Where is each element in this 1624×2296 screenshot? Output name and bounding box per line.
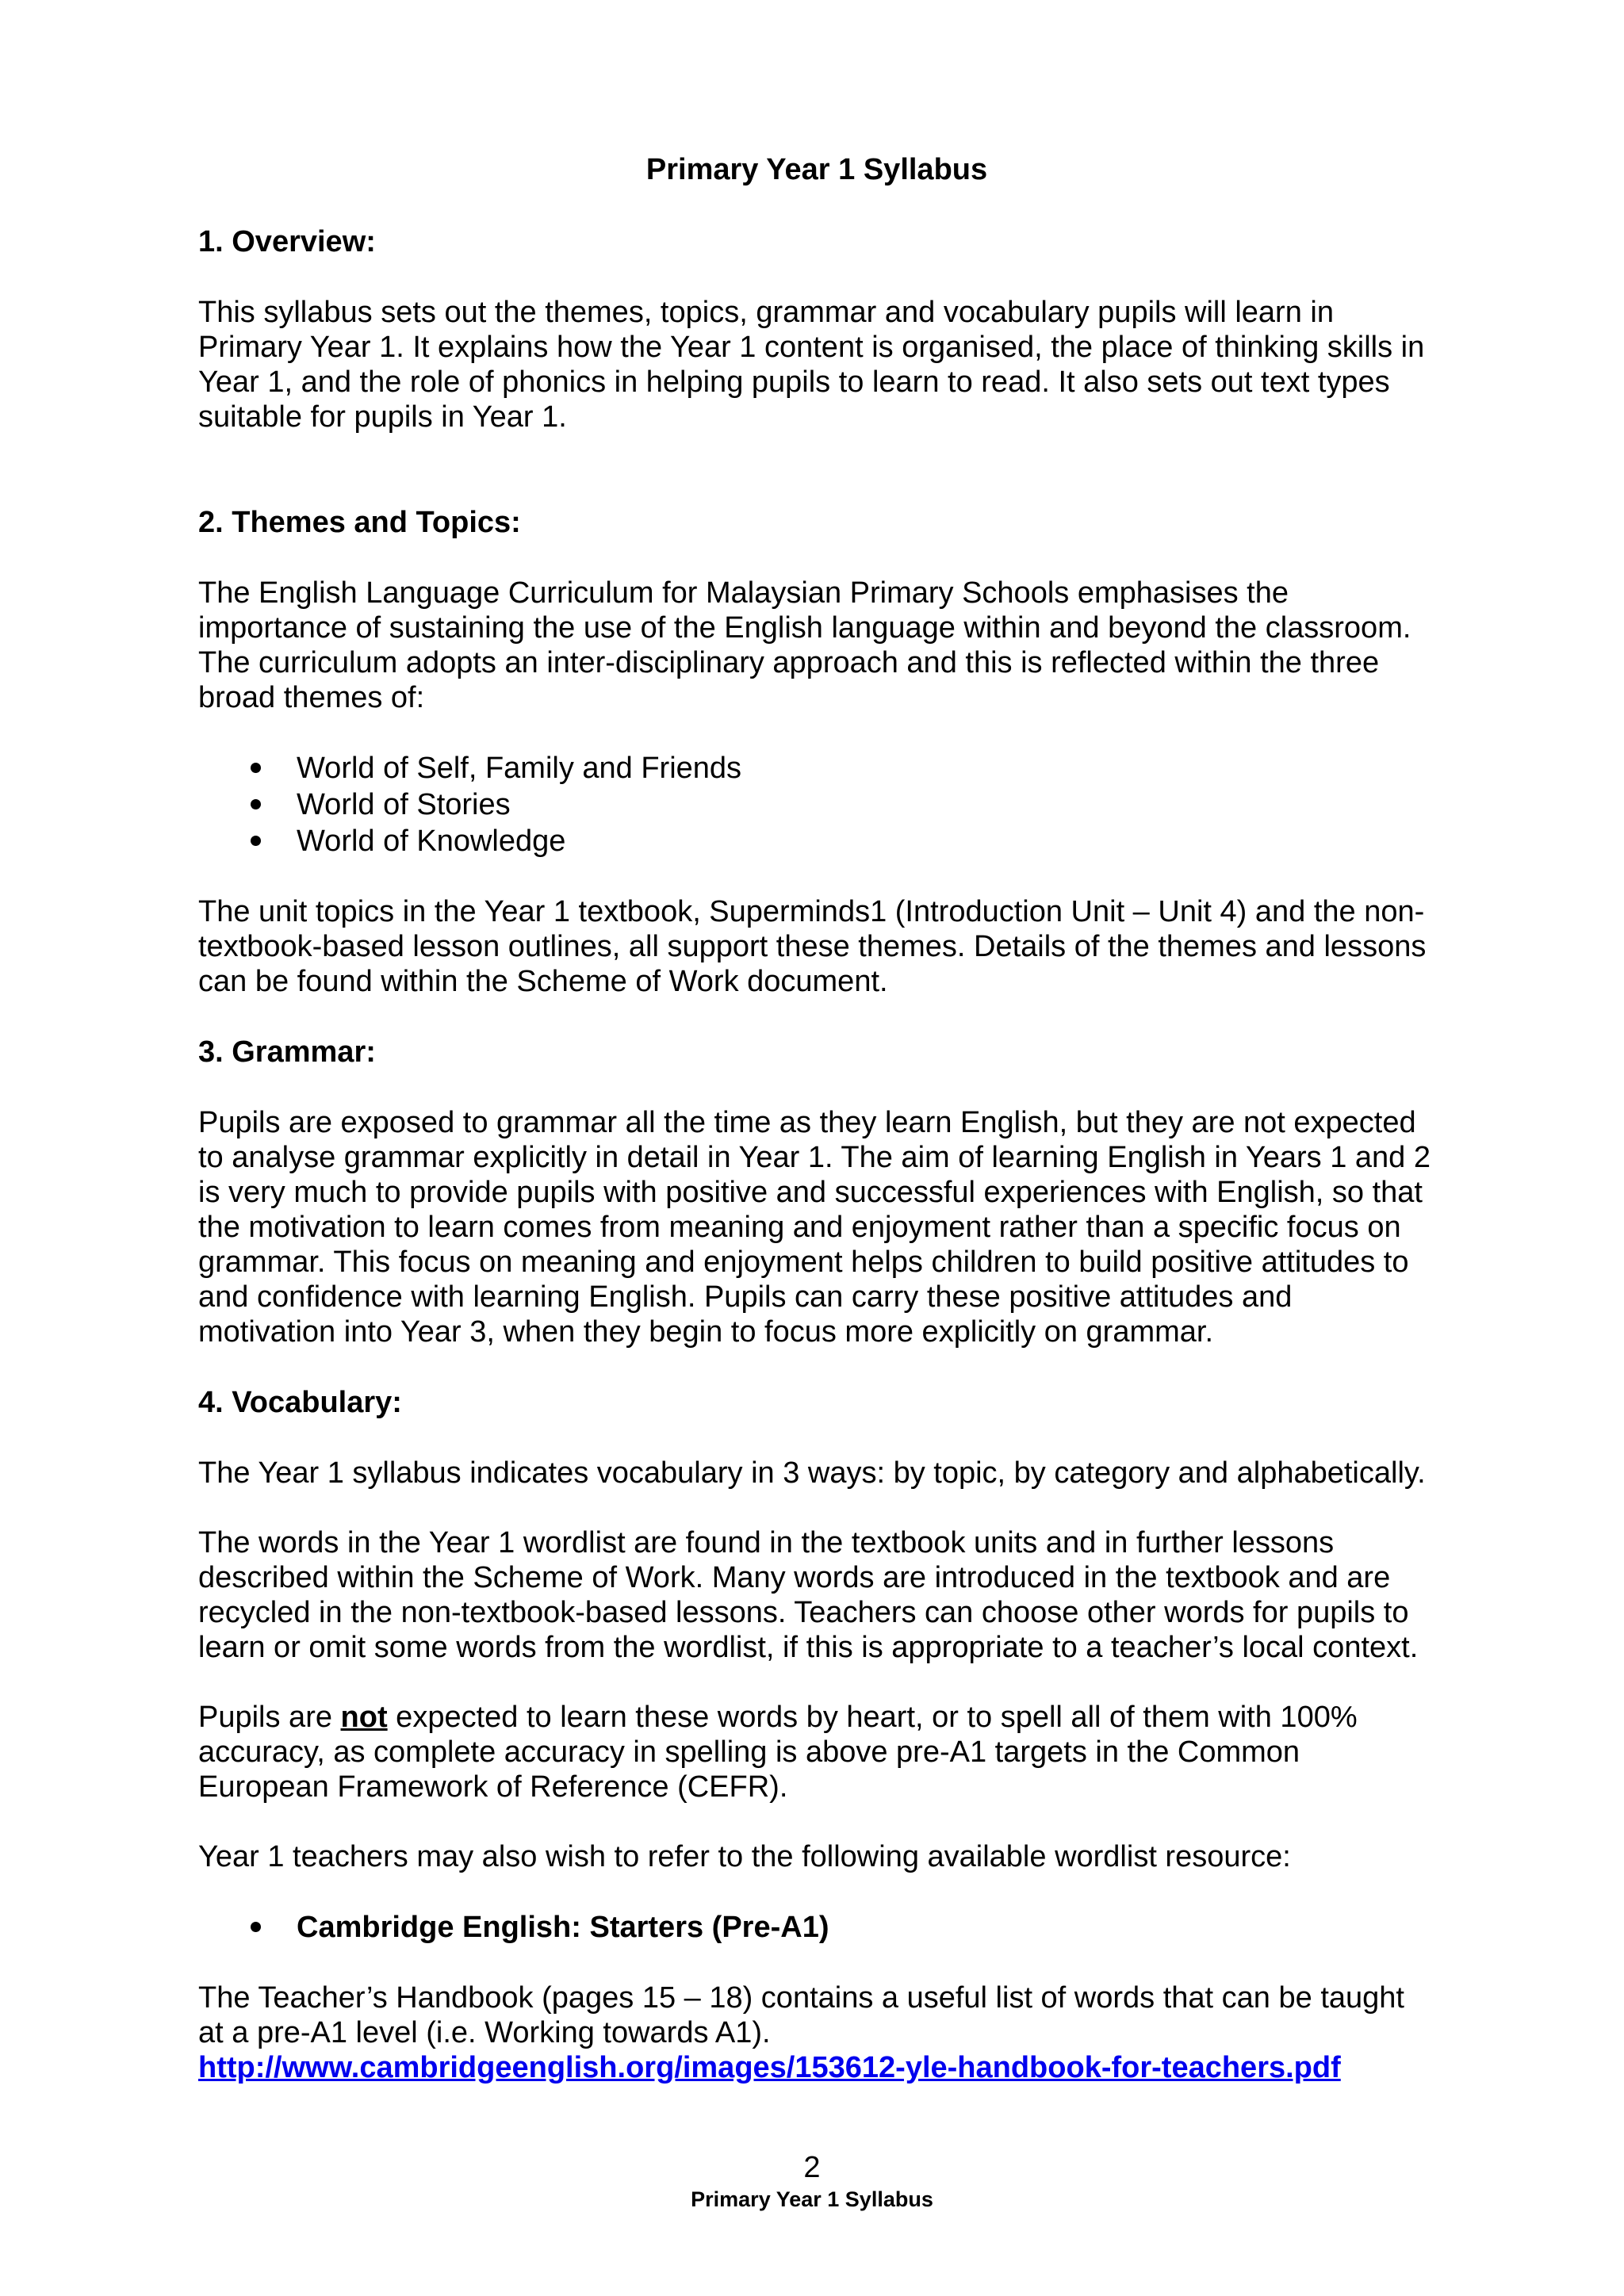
overview-paragraph: This syllabus sets out the themes, topics, grammar and vocabulary pupils will learn in Primary Year 1. It explains how the Year 1 content is organised, the place of thinking skills in Year 1, and the role of phonics in helping pupils to learn to read. It also sets out text types suitable for pupils in Year 1. (198, 296, 1425, 434)
list-item: World of Self, Family and Friends (198, 750, 1435, 786)
grammar-paragraph: Pupils are exposed to grammar all the time as they learn English, but they are not expected to analyse grammar explicitly in detail in Year 1. The aim of learning English in Years 1 and 2 is very much to provide pupils with positive and successful experiences with English, so that the motivation to learn comes from meaning and enjoyment rather than a specific focus on grammar. This focus on meaning and enjoyment helps children to build positive attitudes to and confidence with learning English. Pupils can carry these positive attitudes and motivation into Year 3, when they begin to focus more explicitly on grammar. (198, 1106, 1431, 1349)
list-item: Cambridge English: Starters (Pre-A1) (198, 1909, 1435, 1946)
themes-topics-paragraph: The unit topics in the Year 1 textbook, Superminds1 (Introduction Unit – Unit 4) and the non-textbook-based lesson outlines, all support these themes. Details of the themes and lessons can be found within the Scheme of Work document. (198, 895, 1427, 998)
overview-heading: 1. Overview: (198, 225, 376, 258)
list-item: World of Knowledge (198, 823, 1435, 859)
themes-paragraph: The English Language Curriculum for Malaysian Primary Schools emphasises the importance of sustaining the use of the English language within and beyond the classroom. The curriculum adopts an inter-disciplinary approach and this is reflected within the three broad themes of: (198, 576, 1411, 714)
bullet-icon (251, 799, 261, 809)
resource-list (198, 1909, 1435, 1946)
bullet-icon (251, 763, 261, 773)
themes-heading: 2. Themes and Topics: (198, 506, 521, 539)
themes-list (198, 750, 1435, 859)
vocabulary-heading: 4. Vocabulary: (198, 1386, 402, 1419)
document-page (198, 151, 1435, 2085)
vocabulary-paragraph-3: Pupils are not expected to learn these words by heart, or to spell all of them with 100% accuracy, as complete accuracy in spelling is above pre-A1 targets in the Common European Framework of Reference (CEFR). (198, 1701, 1358, 1804)
vocabulary-paragraph-2: The words in the Year 1 wordlist are found in the textbook units and in further lessons described within the Scheme of Work. Many words are introduced in the textbook and are recycled in the non-textbook-based lessons. Teachers can choose other words for pupils to learn or omit some words from the wordlist, if this is appropriate to a teacher’s local context. (198, 1526, 1419, 1664)
footer-title: Primary Year 1 Syllabus (691, 2187, 933, 2211)
emphasis-not: not (340, 1701, 388, 1734)
page-title: Primary Year 1 Syllabus (645, 153, 988, 186)
list-item: World of Stories (198, 786, 1435, 823)
vocabulary-paragraph-1: The Year 1 syllabus indicates vocabulary in 3 ways: by topic, by category and alphabetically. (198, 1456, 1426, 1490)
page-footer (0, 2150, 1624, 2214)
vocabulary-paragraph-4: Year 1 teachers may also wish to refer to the following available wordlist resource: (198, 1840, 1291, 1873)
vocabulary-paragraph-5: The Teacher’s Handbook (pages 15 – 18) contains a useful list of words that can be taught at a pre-A1 level (i.e. Working towards A1). (198, 1981, 1404, 2049)
bullet-icon (251, 836, 261, 846)
grammar-heading: 3. Grammar: (198, 1035, 376, 1069)
handbook-link[interactable]: http://www.cambridgeenglish.org/images/153612-yle-handbook-for-teachers.pdf (198, 2051, 1341, 2084)
bullet-icon (251, 1922, 261, 1932)
page-number: 2 (803, 2151, 821, 2184)
